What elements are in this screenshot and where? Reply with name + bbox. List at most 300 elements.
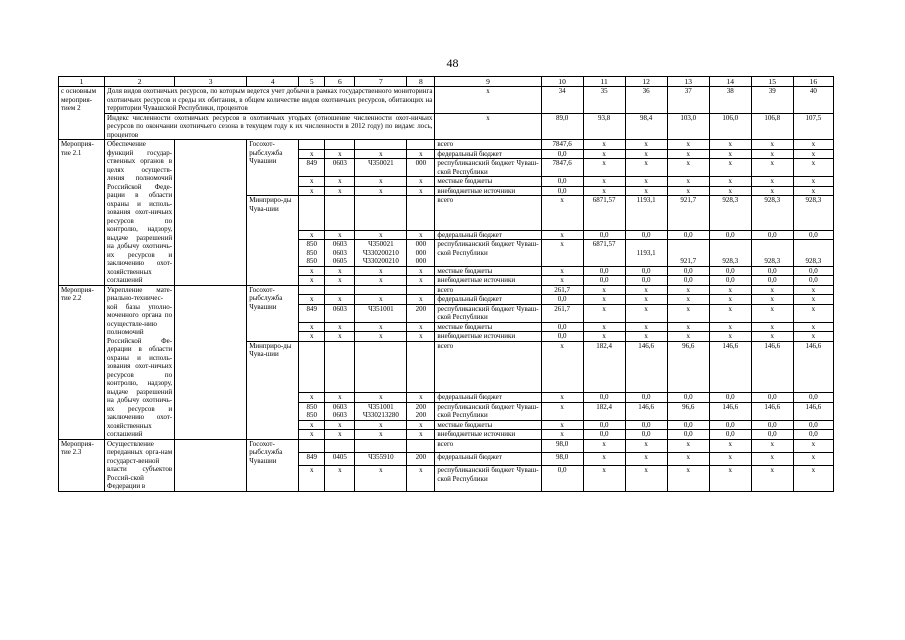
funding-source: федеральный бюджет (435, 149, 541, 159)
funding-value: 0,0 (541, 186, 583, 196)
funding-value: 0,0 (625, 393, 667, 403)
column-number-9: 9 (435, 77, 541, 87)
indicator-marker: x (435, 113, 541, 140)
budget-code: x (407, 276, 435, 286)
indicator-value: 36 (625, 87, 667, 114)
budget-code (407, 196, 435, 231)
funding-value: 96,6 (667, 402, 709, 420)
funding-value: 0,0 (751, 266, 793, 276)
measure-label: Мероприя-тие 2.1 (59, 140, 105, 286)
funding-value: x (667, 332, 709, 342)
budget-code: 0405 (325, 452, 355, 465)
executor-name: Госохот-рыбслужба Чувашии (247, 285, 299, 341)
funding-value: 7847,6 (541, 159, 583, 177)
funding-value: x (583, 466, 625, 491)
budget-code: x (325, 266, 355, 276)
measure-label: Мероприя-тие 2.2 (59, 285, 105, 439)
budget-code: x (325, 430, 355, 440)
budget-code (325, 341, 355, 393)
funding-value: x (667, 322, 709, 332)
budget-code: x (299, 420, 325, 430)
funding-source: внебюджетные источники (435, 332, 541, 342)
measure-name: Укрепление мате-риально-техничес-кой базы уполно-моченного органа по осуществле-нию полномочий Российской Фе-дерации в области охраны и исполь-зования охот-ничьих ресурсов по контролю, надзору, выдаче разрешений на добычу охотничь-их ресурсов и заключению охот-хозяйственных соглашений (105, 285, 175, 439)
funding-value: x (709, 466, 751, 491)
funding-value: x (541, 430, 583, 440)
funding-value: 928,3 (793, 240, 833, 267)
table-header (59, 77, 834, 87)
funding-value: 0,0 (709, 276, 751, 286)
budget-code: x (325, 149, 355, 159)
budget-code: x (299, 295, 325, 305)
budget-code: x (325, 393, 355, 403)
indicator-row (59, 113, 834, 140)
budget-code (325, 285, 355, 295)
budget-code: 849 (299, 159, 325, 177)
budget-code: 849 (299, 304, 325, 322)
funding-value: x (583, 285, 625, 295)
budget-code: x (407, 186, 435, 196)
funding-value: x (751, 177, 793, 187)
budget-code: x (355, 149, 407, 159)
funding-source: федеральный бюджет (435, 295, 541, 305)
budget-code: x (299, 266, 325, 276)
budget-code: x (407, 266, 435, 276)
executor-name: Госохот-рыбслужба Чувашии (247, 140, 299, 196)
budget-code: 850 850 (299, 402, 325, 420)
budget-code: x (407, 420, 435, 430)
funding-source: республиканский бюджет Чуваш-ской Республики (435, 240, 541, 267)
funding-value: 146,6 (709, 402, 751, 420)
budget-code: x (407, 430, 435, 440)
funding-source: республиканский бюджет Чуваш-ской Республики (435, 159, 541, 177)
funding-value: x (667, 159, 709, 177)
funding-value: x (667, 186, 709, 196)
funding-value: x (541, 420, 583, 430)
funding-value: 146,6 (625, 402, 667, 420)
funding-value: 0,0 (625, 276, 667, 286)
budget-code: 0603 (325, 159, 355, 177)
column-number-8: 8 (407, 77, 435, 87)
funding-value: x (625, 466, 667, 491)
budget-code: Ч350021 Ч330200210 Ч330200210 (355, 240, 407, 267)
budget-code (325, 196, 355, 231)
funding-value: x (625, 149, 667, 159)
funding-value: x (625, 177, 667, 187)
budget-code: x (325, 332, 355, 342)
funding-value: x (541, 341, 583, 393)
funding-value: x (583, 295, 625, 305)
column-number-12: 12 (625, 77, 667, 87)
column-number-13: 13 (667, 77, 709, 87)
budget-code: x (407, 393, 435, 403)
funding-value: 0,0 (583, 430, 625, 440)
funding-value: x (751, 285, 793, 295)
funding-value: x (751, 452, 793, 465)
measure-name: Обеспечение функций государ-ственных органов в целях осуществ-ления полномочий Российской Феде-рации в области охраны и исполь-зования охот-ничьих ресурсов по контролю, надзору, выдаче разрешений на добычу охотничь-их ресурсов и заключению охот-хозяйственных соглашений (105, 140, 175, 286)
funding-value: 0,0 (625, 430, 667, 440)
funding-value: 1193,1 (625, 240, 667, 267)
funding-value: x (667, 140, 709, 150)
funding-value: x (793, 304, 833, 322)
funding-value: 0,0 (793, 393, 833, 403)
funding-value: 146,6 (793, 402, 833, 420)
budget-code (299, 140, 325, 150)
funding-value: 0,0 (625, 230, 667, 240)
budget-code: x (407, 295, 435, 305)
funding-value: x (793, 452, 833, 465)
indicator-value: 40 (793, 87, 833, 114)
budget-code: 849 (299, 452, 325, 465)
budget-code: x (355, 276, 407, 286)
funding-value: x (625, 140, 667, 150)
funding-value: 0,0 (625, 420, 667, 430)
funding-value: 0,0 (541, 177, 583, 187)
indicator-text: Доля видов охотничьих ресурсов, по которым ведется учет добычи в рамках государственного мониторинга охотничьих ресурсов и среды их обитания, в общем количестве видов охотничьих ресурсов, обитающих на территории Чувашской Республики, процентов (105, 87, 435, 114)
funding-value: x (793, 140, 833, 150)
funding-value: 0,0 (751, 420, 793, 430)
funding-value: 0,0 (541, 332, 583, 342)
funding-value: x (751, 149, 793, 159)
budget-code: x (299, 322, 325, 332)
funding-value: x (625, 439, 667, 452)
empty-cell (175, 140, 247, 286)
budget-code (355, 140, 407, 150)
funding-value: 7847,6 (541, 140, 583, 150)
budget-code: x (407, 177, 435, 187)
budget-code: x (407, 466, 435, 491)
funding-source: внебюджетные источники (435, 186, 541, 196)
funding-value: x (541, 276, 583, 286)
funding-value: x (709, 322, 751, 332)
funding-source: внебюджетные источники (435, 430, 541, 440)
funding-value: x (709, 149, 751, 159)
funding-value: 98,0 (541, 439, 583, 452)
column-number-14: 14 (709, 77, 751, 87)
funding-value: 0,0 (709, 393, 751, 403)
funding-source: всего (435, 140, 541, 150)
budget-code (299, 341, 325, 393)
budget-code: x (325, 177, 355, 187)
budget-code: x (355, 420, 407, 430)
funding-value: 0,0 (667, 430, 709, 440)
funding-value: x (667, 452, 709, 465)
funding-value: 0,0 (793, 430, 833, 440)
funding-value: 146,6 (751, 402, 793, 420)
funding-value: 0,0 (793, 276, 833, 286)
budget-code: x (355, 393, 407, 403)
funding-value: x (541, 402, 583, 420)
funding-source: республиканский бюджет Чуваш-ской Республики (435, 466, 541, 491)
indicator-marker: x (435, 87, 541, 114)
funding-value: 146,6 (751, 341, 793, 393)
budget-code: 200 (407, 304, 435, 322)
funding-source: республиканский бюджет Чуваш-ской Республики (435, 402, 541, 420)
budget-code (407, 341, 435, 393)
budget-code: 000 (407, 159, 435, 177)
funding-value: x (751, 159, 793, 177)
budget-code: x (325, 186, 355, 196)
measure-label: Мероприя-тие 2.3 (59, 439, 105, 491)
funding-value: x (625, 322, 667, 332)
funding-value: x (583, 439, 625, 452)
budget-code (299, 285, 325, 295)
budget-code: x (325, 466, 355, 491)
executor-name: Госохот-рыбслужба Чувашии (247, 439, 299, 491)
budget-code: 000 000 000 (407, 240, 435, 267)
funding-value: x (709, 159, 751, 177)
funding-row (59, 439, 834, 452)
funding-value: 146,6 (625, 341, 667, 393)
funding-value: 146,6 (709, 341, 751, 393)
funding-value: 0,0 (751, 393, 793, 403)
funding-value: 98,0 (541, 452, 583, 465)
funding-value: x (583, 322, 625, 332)
column-number-15: 15 (751, 77, 793, 87)
indicator-value: 35 (583, 87, 625, 114)
indicator-value: 107,5 (793, 113, 833, 140)
budget-code: x (325, 276, 355, 286)
budget-code (355, 196, 407, 231)
funding-value: 928,3 (793, 196, 833, 231)
funding-value: x (709, 332, 751, 342)
funding-value: x (709, 186, 751, 196)
funding-value: x (583, 140, 625, 150)
column-number-16: 16 (793, 77, 833, 87)
funding-value: x (667, 304, 709, 322)
funding-value: x (709, 295, 751, 305)
funding-value: 0,0 (667, 276, 709, 286)
budget-code: x (299, 276, 325, 286)
funding-value: 6871,57 (583, 196, 625, 231)
funding-value: 0,0 (709, 430, 751, 440)
budget-code (407, 439, 435, 452)
measure-name: Осуществление переданных орга-нам государст-венной власти субъектов Россий-ской Федерации в (105, 439, 175, 491)
funding-value: 0,0 (583, 393, 625, 403)
funding-value: x (667, 177, 709, 187)
indicator-value: 89,0 (541, 113, 583, 140)
funding-value: x (625, 332, 667, 342)
budget-code (407, 285, 435, 295)
funding-value: x (751, 466, 793, 491)
funding-source: внебюджетные источники (435, 276, 541, 286)
indicator-value: 98,4 (625, 113, 667, 140)
indicator-row (59, 87, 834, 114)
budget-code: x (355, 295, 407, 305)
table-body (59, 87, 834, 492)
funding-value: x (793, 466, 833, 491)
executor-name: Минприро-ды Чува-шии (247, 196, 299, 286)
column-number-3: 3 (175, 77, 247, 87)
budget-code: x (355, 186, 407, 196)
funding-value: x (667, 439, 709, 452)
budget-code (407, 140, 435, 150)
budget-code: x (299, 466, 325, 491)
funding-value: x (793, 177, 833, 187)
budget-code: x (299, 393, 325, 403)
budget-code: x (355, 430, 407, 440)
budget-code (325, 140, 355, 150)
budget-code (299, 196, 325, 231)
budget-code: 0603 0603 0605 (325, 240, 355, 267)
funding-value: x (625, 304, 667, 322)
budget-code: x (299, 430, 325, 440)
budget-code: x (355, 322, 407, 332)
funding-source: всего (435, 196, 541, 231)
column-number-4: 4 (247, 77, 299, 87)
funding-value: x (541, 240, 583, 267)
budget-code: x (299, 230, 325, 240)
funding-value: 921,7 (667, 196, 709, 231)
budget-code (355, 285, 407, 295)
budget-code: Ч351001 Ч330213280 (355, 402, 407, 420)
funding-value: x (793, 159, 833, 177)
funding-value: x (751, 332, 793, 342)
budget-code: x (325, 322, 355, 332)
budget-code: x (407, 149, 435, 159)
funding-value: 928,3 (751, 196, 793, 231)
funding-value: 0,0 (751, 230, 793, 240)
budget-code: x (355, 332, 407, 342)
page-number: 48 (446, 56, 459, 70)
funding-value: x (751, 186, 793, 196)
funding-source: местные бюджеты (435, 322, 541, 332)
budget-code (355, 341, 407, 393)
funding-value: x (583, 304, 625, 322)
funding-value: x (625, 285, 667, 295)
column-number-1: 1 (59, 77, 105, 87)
funding-value: 0,0 (793, 230, 833, 240)
funding-value: x (583, 452, 625, 465)
funding-value: 0,0 (709, 266, 751, 276)
funding-value: x (667, 295, 709, 305)
budget-code (325, 439, 355, 452)
budget-code: x (355, 466, 407, 491)
funding-value: 0,0 (751, 276, 793, 286)
funding-value: 182,4 (583, 402, 625, 420)
funding-value: x (541, 230, 583, 240)
budget-code: x (355, 177, 407, 187)
funding-source: всего (435, 285, 541, 295)
budget-code: 200 200 (407, 402, 435, 420)
funding-value: 0,0 (541, 149, 583, 159)
funding-source: федеральный бюджет (435, 230, 541, 240)
indicator-value: 106,0 (709, 113, 751, 140)
funding-value: 0,0 (667, 266, 709, 276)
funding-value: x (583, 332, 625, 342)
funding-value: 0,0 (583, 266, 625, 276)
funding-value: x (583, 149, 625, 159)
funding-value: 182,4 (583, 341, 625, 393)
indicator-value: 103,0 (667, 113, 709, 140)
indicator-group-label: с основным мероприя-тием 2 (59, 87, 105, 140)
budget-code: Ч351001 (355, 304, 407, 322)
funding-value: x (709, 452, 751, 465)
funding-value: x (793, 186, 833, 196)
column-number-7: 7 (355, 77, 407, 87)
funding-value: 96,6 (667, 341, 709, 393)
indicator-value: 106,8 (751, 113, 793, 140)
budget-code: x (355, 266, 407, 276)
funding-value: 928,3 (709, 240, 751, 267)
funding-value: x (709, 285, 751, 295)
funding-source: федеральный бюджет (435, 393, 541, 403)
column-number-5: 5 (299, 77, 325, 87)
funding-value: 261,7 (541, 304, 583, 322)
funding-value: x (583, 186, 625, 196)
funding-value: 0,0 (625, 266, 667, 276)
funding-value: x (583, 159, 625, 177)
budget-code: x (407, 322, 435, 332)
column-number-10: 10 (541, 77, 583, 87)
budget-code: x (407, 230, 435, 240)
funding-value: x (709, 439, 751, 452)
indicator-value: 39 (751, 87, 793, 114)
funding-row (59, 285, 834, 295)
funding-source: местные бюджеты (435, 177, 541, 187)
column-number-6: 6 (325, 77, 355, 87)
funding-value: x (793, 322, 833, 332)
column-number-11: 11 (583, 77, 625, 87)
funding-value: x (541, 196, 583, 231)
budget-code: 200 (407, 452, 435, 465)
funding-value: 146,6 (793, 341, 833, 393)
empty-cell (175, 285, 247, 439)
budget-code: 850 850 850 (299, 240, 325, 267)
budget-code: Ч350021 (355, 159, 407, 177)
funding-value: 0,0 (709, 230, 751, 240)
funding-value: x (751, 439, 793, 452)
funding-value: x (709, 140, 751, 150)
funding-value: x (709, 304, 751, 322)
budget-code: x (407, 332, 435, 342)
funding-value: 921,7 (667, 240, 709, 267)
funding-value: x (625, 159, 667, 177)
funding-value: 1193,1 (625, 196, 667, 231)
funding-value: x (625, 186, 667, 196)
funding-value: x (751, 304, 793, 322)
funding-source: местные бюджеты (435, 266, 541, 276)
funding-value: x (793, 149, 833, 159)
funding-value: 0,0 (667, 420, 709, 430)
indicator-value: 37 (667, 87, 709, 114)
budget-code: Ч355910 (355, 452, 407, 465)
funding-value: 928,3 (751, 240, 793, 267)
budget-code: 0603 0603 (325, 402, 355, 420)
funding-source: федеральный бюджет (435, 452, 541, 465)
funding-value: 0,0 (793, 266, 833, 276)
funding-value: x (583, 177, 625, 187)
funding-value: 0,0 (583, 420, 625, 430)
funding-value: 0,0 (667, 393, 709, 403)
funding-value: 0,0 (583, 230, 625, 240)
column-number-2: 2 (105, 77, 175, 87)
funding-value: x (709, 177, 751, 187)
budget-code: x (299, 177, 325, 187)
indicator-value: 93,8 (583, 113, 625, 140)
funding-value: x (793, 285, 833, 295)
budget-code: x (299, 332, 325, 342)
budget-code: x (325, 295, 355, 305)
budget-code: x (355, 230, 407, 240)
budget-code: x (299, 186, 325, 196)
budget-code (355, 439, 407, 452)
funding-value: 928,3 (709, 196, 751, 231)
funding-value: x (625, 295, 667, 305)
funding-value: 0,0 (709, 420, 751, 430)
indicator-value: 34 (541, 87, 583, 114)
empty-cell (175, 439, 247, 491)
funding-value: x (751, 140, 793, 150)
